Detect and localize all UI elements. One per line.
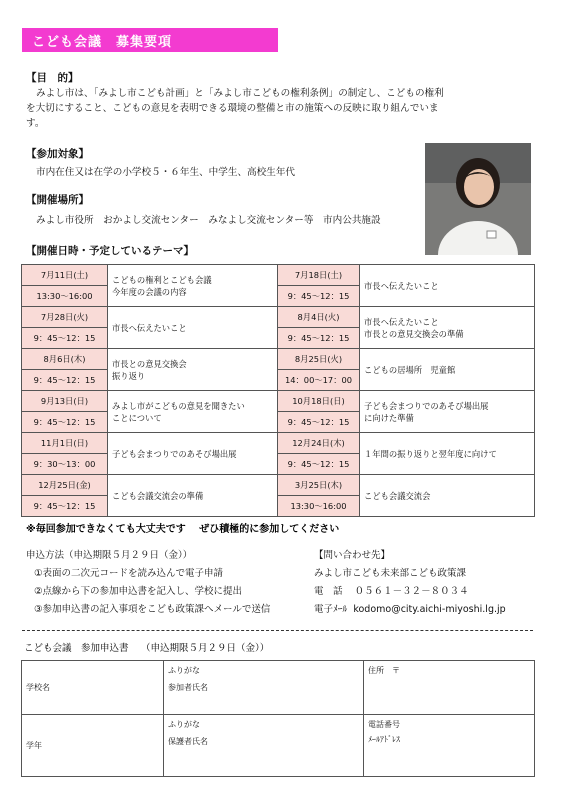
theme-line: こどもの居場所 児童館 bbox=[364, 364, 456, 375]
session-theme bbox=[360, 307, 535, 349]
contact-dept: みよし市こども未来部こども政策課 bbox=[314, 568, 467, 579]
schedule-heading: 【開催日時・予定しているテーマ】 bbox=[26, 245, 194, 257]
session-date: 12月25日(金) bbox=[22, 475, 108, 496]
guardian-name-label: 保護者氏名 bbox=[168, 737, 208, 746]
theme-line: 子ども会まつりでのあそび場出展 bbox=[112, 448, 237, 459]
session-date: 8月6日(木) bbox=[22, 349, 108, 370]
contact-field[interactable] bbox=[364, 715, 535, 777]
theme-line: 市長へ伝えたいこと bbox=[364, 280, 439, 291]
tel-number: ０５６１－３２－８０３４ bbox=[354, 586, 469, 597]
theme-line: ことについて bbox=[112, 412, 162, 423]
session-date: 3月25日(木) bbox=[278, 475, 360, 496]
purpose-heading: 【目 的】 bbox=[26, 72, 79, 84]
form-title: こども会議 参加申込書 （申込期限５月２９日（金）） bbox=[24, 643, 270, 654]
session-theme bbox=[108, 433, 278, 475]
session-date: 8月25日(火) bbox=[278, 349, 360, 370]
furigana-label-2: ふりがな bbox=[168, 720, 200, 729]
theme-line: こども会議交流会 bbox=[364, 490, 431, 501]
session-theme bbox=[360, 475, 535, 517]
session-time: 9：45～12：15 bbox=[278, 454, 360, 475]
session-time: 9：30～13：00 bbox=[22, 454, 108, 475]
guardian-name-field[interactable] bbox=[164, 715, 364, 777]
note-text: ※毎回参加できなくても大丈夫です ぜひ積極的に参加してください bbox=[26, 524, 340, 535]
purpose-line-1: みよし市は、「みよし市こども計画」と「みよし市こどもの権利条例」の制定し、こどもの権利 bbox=[36, 88, 444, 99]
theme-line: 市長へ伝えたいこと bbox=[112, 322, 187, 333]
session-date: 7月11日(土) bbox=[22, 265, 108, 286]
theme-line: 市長へ伝えたいこと bbox=[364, 316, 439, 327]
session-date: 9月13日(日) bbox=[22, 391, 108, 412]
session-theme bbox=[360, 391, 535, 433]
venue-heading: 【開催場所】 bbox=[26, 194, 89, 206]
apply-step-3: ③参加申込書の記入事項をこども政策課へメールで送信 bbox=[34, 604, 271, 615]
session-date: 8月4日(火) bbox=[278, 307, 360, 328]
session-time: 9：45～12：15 bbox=[22, 370, 108, 391]
purpose-line-3: す。 bbox=[26, 118, 45, 129]
session-date: 7月18日(土) bbox=[278, 265, 360, 286]
cut-line bbox=[22, 630, 533, 631]
page-title: こども会議 募集要項 bbox=[32, 35, 173, 50]
session-time: 13:30～16:00 bbox=[22, 286, 108, 307]
apply-section bbox=[26, 547, 270, 619]
address-field[interactable]: 住所 〒 bbox=[364, 661, 535, 715]
session-date: 10月18日(日) bbox=[278, 391, 360, 412]
school-label: 学校名 bbox=[22, 661, 164, 715]
target-heading: 【参加対象】 bbox=[26, 148, 89, 160]
theme-line: 今年度の会議の内容 bbox=[112, 286, 187, 297]
session-theme bbox=[108, 475, 278, 517]
venue-text: みよし市役所 おかよし交流センター みなよし交流センター等 市内公共施設 bbox=[36, 215, 381, 226]
session-time: 9：45～12：15 bbox=[22, 412, 108, 433]
contact-heading: 【問い合わせ先】 bbox=[314, 550, 391, 561]
session-theme bbox=[108, 307, 278, 349]
participant-name-label: 参加者氏名 bbox=[168, 683, 208, 692]
tel-label: 電 話 bbox=[314, 586, 343, 597]
session-theme bbox=[108, 391, 278, 433]
furigana-label: ふりがな bbox=[168, 666, 200, 675]
session-time: 14：00～17：00 bbox=[278, 370, 360, 391]
session-theme bbox=[360, 433, 535, 475]
phone-label: 電話番号 bbox=[368, 720, 400, 729]
grade-label: 学年 bbox=[22, 715, 164, 777]
session-time: 9：45～12：15 bbox=[278, 412, 360, 433]
session-time: 9：45～12：15 bbox=[278, 286, 360, 307]
session-date: 7月28日(火) bbox=[22, 307, 108, 328]
participant-name-field[interactable] bbox=[164, 661, 364, 715]
session-date: 11月1日(日) bbox=[22, 433, 108, 454]
session-theme bbox=[360, 349, 535, 391]
theme-line: 振り返り bbox=[112, 370, 146, 381]
theme-line: こども会議交流会の準備 bbox=[112, 490, 204, 501]
session-time: 9：45～12：15 bbox=[278, 328, 360, 349]
session-theme bbox=[360, 265, 535, 307]
session-date: 12月24日(木) bbox=[278, 433, 360, 454]
email-label: ﾒｰﾙｱﾄﾞﾚｽ bbox=[368, 735, 400, 744]
theme-line: こどもの権利とこども会議 bbox=[112, 274, 212, 285]
session-theme bbox=[108, 349, 278, 391]
theme-line: 市長との意見交換会 bbox=[112, 358, 187, 369]
contact-section bbox=[314, 547, 506, 619]
theme-line: １年間の振り返りと翌年度に向けて bbox=[364, 448, 497, 459]
application-form bbox=[21, 660, 535, 777]
purpose-line-2: を大切にすること、こどもの意見を表明できる環境の整備と市の施策への反映に取り組んでいま bbox=[26, 103, 439, 114]
schedule-table bbox=[21, 264, 535, 517]
mail-address[interactable]: kodomo@city.aichi-miyoshi.lg.jp bbox=[353, 604, 506, 615]
session-time: 9：45～12：15 bbox=[22, 496, 108, 517]
apply-step-1: ①表面の二次元コードを読み込んで電子申請 bbox=[34, 568, 224, 579]
theme-line: 子ども会まつりでのあそび場出展 bbox=[364, 400, 489, 411]
target-text: 市内在住又は在学の小学校５・６年生、中学生、高校生年代 bbox=[36, 167, 296, 178]
apply-step-2: ②点線から下の参加申込書を記入し、学校に提出 bbox=[34, 586, 243, 597]
theme-line: 市長との意見交換会の準備 bbox=[364, 328, 464, 339]
mail-label: 電子ﾒｰﾙ bbox=[314, 604, 348, 615]
session-time: 9：45～12：15 bbox=[22, 328, 108, 349]
theme-line: みよし市がこどもの意見を聞きたい bbox=[112, 400, 245, 411]
session-time: 13:30～16:00 bbox=[278, 496, 360, 517]
theme-line: に向けた準備 bbox=[364, 412, 414, 423]
apply-heading: 申込方法（申込期限５月２９日（金）） bbox=[26, 550, 193, 561]
session-theme bbox=[108, 265, 278, 307]
person-photo bbox=[425, 143, 531, 255]
